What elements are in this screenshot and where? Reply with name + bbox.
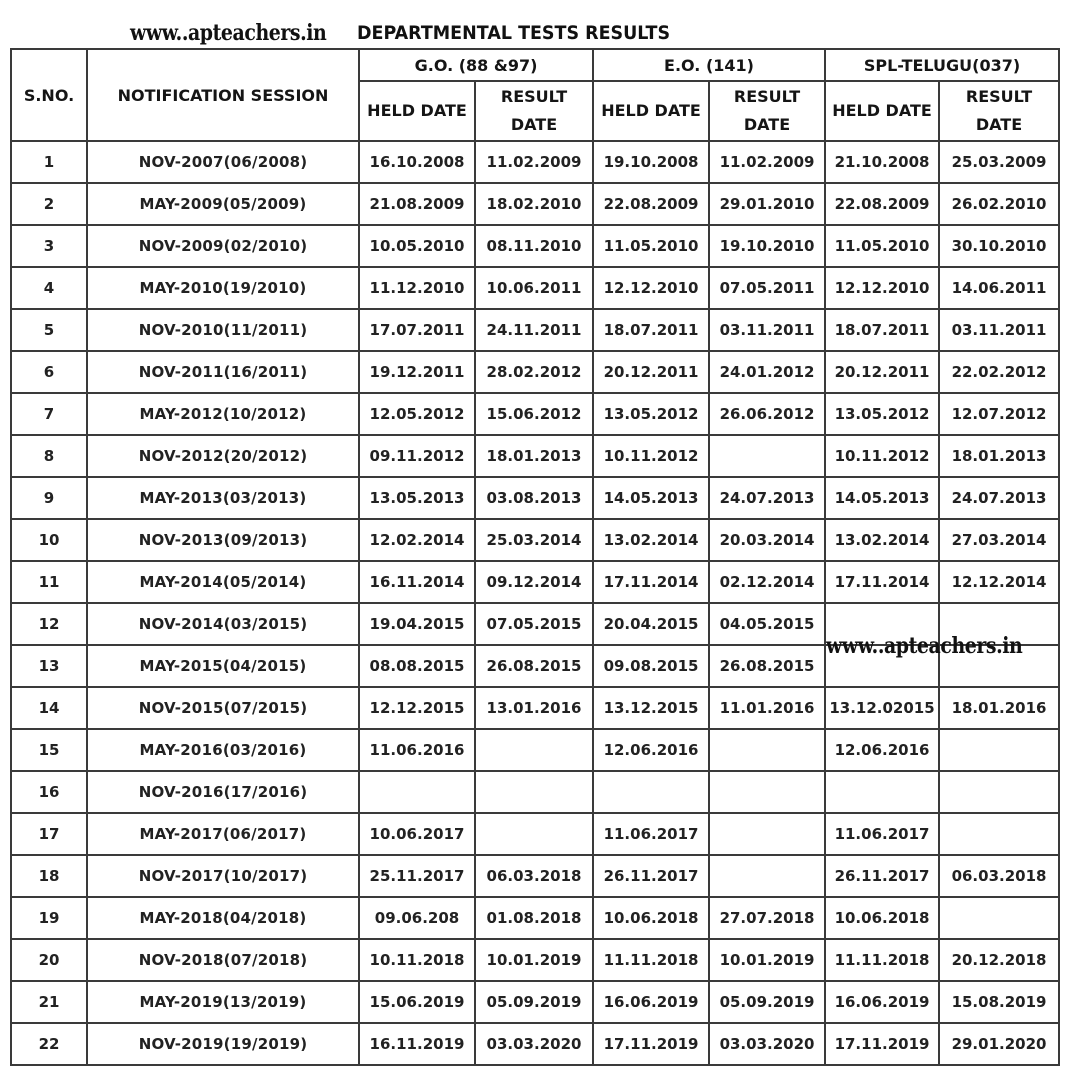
go-held-date: 09.11.2012 (359, 435, 475, 477)
table-row (11, 225, 1059, 267)
eo-held-date: 12.12.2010 (593, 267, 709, 309)
eo-result-date: 11.01.2016 (709, 687, 825, 729)
sno-cell: 14 (11, 687, 87, 729)
sno-cell: 15 (11, 729, 87, 771)
telugu-held-date: 18.07.2011 (825, 309, 939, 351)
go-result-date: 11.02.2009 (475, 141, 593, 183)
eo-result-date: 04.05.2015 (709, 603, 825, 645)
telugu-held-date: 10.06.2018 (825, 897, 939, 939)
sno-cell: 10 (11, 519, 87, 561)
go-held-date: 21.08.2009 (359, 183, 475, 225)
eo-result-date (709, 813, 825, 855)
telugu-held-date: 12.06.2016 (825, 729, 939, 771)
sno-cell: 20 (11, 939, 87, 981)
session-cell: MAY-2013(03/2013) (87, 477, 359, 519)
telugu-held-date: 11.11.2018 (825, 939, 939, 981)
telugu-held-date: 13.02.2014 (825, 519, 939, 561)
telugu-held-date: 17.11.2014 (825, 561, 939, 603)
table-row (11, 1023, 1059, 1065)
telugu-result-date: 14.06.2011 (939, 267, 1059, 309)
sno-cell: 9 (11, 477, 87, 519)
watermark-top: www..apteachers.in (130, 20, 327, 46)
col-header-sno: S.NO. (11, 49, 87, 141)
go-result-date: 03.03.2020 (475, 1023, 593, 1065)
result-label-line1: RESULT (500, 87, 568, 106)
go-result-date (475, 729, 593, 771)
eo-held-date: 20.12.2011 (593, 351, 709, 393)
telugu-held-date (825, 645, 939, 687)
telugu-held-date: 10.11.2012 (825, 435, 939, 477)
session-cell: NOV-2010(11/2011) (87, 309, 359, 351)
sno-cell: 13 (11, 645, 87, 687)
telugu-result-date (939, 771, 1059, 813)
col-header-go-held: HELD DATE (359, 81, 475, 141)
results-table (10, 48, 1060, 1066)
go-held-date: 16.11.2014 (359, 561, 475, 603)
telugu-result-date: 12.12.2014 (939, 561, 1059, 603)
table-row (11, 351, 1059, 393)
result-label-line2: DATE (975, 115, 1023, 134)
telugu-result-date: 25.03.2009 (939, 141, 1059, 183)
telugu-held-date: 12.12.2010 (825, 267, 939, 309)
go-held-date: 19.04.2015 (359, 603, 475, 645)
eo-held-date: 11.11.2018 (593, 939, 709, 981)
go-result-date: 07.05.2015 (475, 603, 593, 645)
telugu-held-date: 20.12.2011 (825, 351, 939, 393)
go-result-date: 10.01.2019 (475, 939, 593, 981)
session-cell: NOV-2007(06/2008) (87, 141, 359, 183)
go-held-date: 09.06.208 (359, 897, 475, 939)
table-row (11, 141, 1059, 183)
group-header-eo: E.O. (141) (593, 49, 825, 81)
table-row (11, 477, 1059, 519)
session-cell: MAY-2018(04/2018) (87, 897, 359, 939)
telugu-result-date: 06.03.2018 (939, 855, 1059, 897)
telugu-held-date: 22.08.2009 (825, 183, 939, 225)
sno-cell: 2 (11, 183, 87, 225)
eo-held-date: 17.11.2014 (593, 561, 709, 603)
sno-cell: 1 (11, 141, 87, 183)
eo-result-date: 26.06.2012 (709, 393, 825, 435)
go-held-date (359, 771, 475, 813)
telugu-held-date: 26.11.2017 (825, 855, 939, 897)
go-result-date: 06.03.2018 (475, 855, 593, 897)
go-result-date: 10.06.2011 (475, 267, 593, 309)
col-header-go-result (475, 81, 593, 141)
table-body (11, 141, 1059, 1065)
go-held-date: 11.06.2016 (359, 729, 475, 771)
col-header-telugu-held: HELD DATE (825, 81, 939, 141)
go-held-date: 15.06.2019 (359, 981, 475, 1023)
result-label-line1: RESULT (733, 87, 801, 106)
col-header-eo-held: HELD DATE (593, 81, 709, 141)
eo-held-date: 10.06.2018 (593, 897, 709, 939)
sno-cell: 3 (11, 225, 87, 267)
result-label-line1: RESULT (965, 87, 1033, 106)
page-title: DEPARTMENTAL TESTS RESULTS (357, 22, 671, 44)
session-cell: NOV-2009(02/2010) (87, 225, 359, 267)
eo-held-date: 13.02.2014 (593, 519, 709, 561)
sno-cell: 6 (11, 351, 87, 393)
telugu-result-date: 12.07.2012 (939, 393, 1059, 435)
eo-result-date: 26.08.2015 (709, 645, 825, 687)
sno-cell: 17 (11, 813, 87, 855)
go-held-date: 16.10.2008 (359, 141, 475, 183)
eo-result-date: 11.02.2009 (709, 141, 825, 183)
session-cell: MAY-2019(13/2019) (87, 981, 359, 1023)
session-cell: MAY-2009(05/2009) (87, 183, 359, 225)
session-cell: MAY-2012(10/2012) (87, 393, 359, 435)
go-result-date: 26.08.2015 (475, 645, 593, 687)
eo-held-date: 09.08.2015 (593, 645, 709, 687)
telugu-result-date: 03.11.2011 (939, 309, 1059, 351)
telugu-result-date: 18.01.2013 (939, 435, 1059, 477)
telugu-result-date (939, 603, 1059, 645)
eo-held-date: 20.04.2015 (593, 603, 709, 645)
telugu-result-date: 22.02.2012 (939, 351, 1059, 393)
telugu-result-date (939, 897, 1059, 939)
telugu-result-date: 30.10.2010 (939, 225, 1059, 267)
telugu-held-date: 21.10.2008 (825, 141, 939, 183)
go-held-date: 25.11.2017 (359, 855, 475, 897)
table-row (11, 183, 1059, 225)
go-held-date: 10.05.2010 (359, 225, 475, 267)
session-cell: NOV-2011(16/2011) (87, 351, 359, 393)
sno-cell: 16 (11, 771, 87, 813)
session-cell: MAY-2014(05/2014) (87, 561, 359, 603)
telugu-held-date: 13.12.02015 (825, 687, 939, 729)
go-result-date: 08.11.2010 (475, 225, 593, 267)
session-cell: MAY-2010(19/2010) (87, 267, 359, 309)
session-cell: NOV-2012(20/2012) (87, 435, 359, 477)
eo-result-date: 10.01.2019 (709, 939, 825, 981)
go-result-date: 13.01.2016 (475, 687, 593, 729)
session-cell: MAY-2017(06/2017) (87, 813, 359, 855)
eo-result-date: 03.03.2020 (709, 1023, 825, 1065)
table-row (11, 645, 1059, 687)
table-row (11, 561, 1059, 603)
go-result-date: 05.09.2019 (475, 981, 593, 1023)
table-row (11, 435, 1059, 477)
session-cell: NOV-2017(10/2017) (87, 855, 359, 897)
eo-held-date: 17.11.2019 (593, 1023, 709, 1065)
telugu-held-date: 14.05.2013 (825, 477, 939, 519)
eo-result-date (709, 771, 825, 813)
eo-result-date: 07.05.2011 (709, 267, 825, 309)
telugu-result-date: 29.01.2020 (939, 1023, 1059, 1065)
col-header-eo-result (709, 81, 825, 141)
table-row (11, 771, 1059, 813)
session-cell: NOV-2015(07/2015) (87, 687, 359, 729)
sno-cell: 21 (11, 981, 87, 1023)
go-result-date: 15.06.2012 (475, 393, 593, 435)
go-result-date: 03.08.2013 (475, 477, 593, 519)
telugu-result-date: 18.01.2016 (939, 687, 1059, 729)
go-held-date: 13.05.2013 (359, 477, 475, 519)
eo-held-date: 12.06.2016 (593, 729, 709, 771)
telugu-result-date (939, 813, 1059, 855)
go-result-date: 28.02.2012 (475, 351, 593, 393)
session-cell: NOV-2019(19/2019) (87, 1023, 359, 1065)
eo-result-date: 05.09.2019 (709, 981, 825, 1023)
go-held-date: 19.12.2011 (359, 351, 475, 393)
eo-held-date: 11.06.2017 (593, 813, 709, 855)
telugu-result-date (939, 645, 1059, 687)
eo-held-date: 14.05.2013 (593, 477, 709, 519)
go-result-date: 09.12.2014 (475, 561, 593, 603)
telugu-held-date (825, 771, 939, 813)
sno-cell: 18 (11, 855, 87, 897)
eo-result-date: 19.10.2010 (709, 225, 825, 267)
go-result-date (475, 771, 593, 813)
go-held-date: 17.07.2011 (359, 309, 475, 351)
go-result-date: 18.01.2013 (475, 435, 593, 477)
session-cell: NOV-2018(07/2018) (87, 939, 359, 981)
telugu-result-date (939, 729, 1059, 771)
table-row (11, 393, 1059, 435)
sno-cell: 7 (11, 393, 87, 435)
eo-result-date (709, 435, 825, 477)
eo-held-date: 22.08.2009 (593, 183, 709, 225)
table-row (11, 813, 1059, 855)
eo-result-date: 24.07.2013 (709, 477, 825, 519)
result-label-line2: DATE (743, 115, 791, 134)
telugu-result-date: 26.02.2010 (939, 183, 1059, 225)
eo-held-date (593, 771, 709, 813)
session-cell: MAY-2016(03/2016) (87, 729, 359, 771)
header-row-groups (11, 49, 1059, 81)
eo-held-date: 16.06.2019 (593, 981, 709, 1023)
sno-cell: 5 (11, 309, 87, 351)
table-row (11, 687, 1059, 729)
go-held-date: 10.11.2018 (359, 939, 475, 981)
go-held-date: 12.12.2015 (359, 687, 475, 729)
table-row (11, 267, 1059, 309)
telugu-held-date (825, 603, 939, 645)
go-result-date (475, 813, 593, 855)
group-header-go: G.O. (88 &97) (359, 49, 593, 81)
eo-result-date: 29.01.2010 (709, 183, 825, 225)
eo-held-date: 10.11.2012 (593, 435, 709, 477)
table-row (11, 855, 1059, 897)
telugu-result-date: 27.03.2014 (939, 519, 1059, 561)
sno-cell: 22 (11, 1023, 87, 1065)
eo-held-date: 13.12.2015 (593, 687, 709, 729)
go-result-date: 25.03.2014 (475, 519, 593, 561)
eo-held-date: 26.11.2017 (593, 855, 709, 897)
go-held-date: 12.05.2012 (359, 393, 475, 435)
eo-held-date: 13.05.2012 (593, 393, 709, 435)
eo-result-date: 20.03.2014 (709, 519, 825, 561)
telugu-result-date: 24.07.2013 (939, 477, 1059, 519)
sno-cell: 4 (11, 267, 87, 309)
eo-result-date (709, 855, 825, 897)
eo-held-date: 19.10.2008 (593, 141, 709, 183)
go-held-date: 16.11.2019 (359, 1023, 475, 1065)
go-result-date: 18.02.2010 (475, 183, 593, 225)
eo-result-date: 02.12.2014 (709, 561, 825, 603)
telugu-held-date: 11.06.2017 (825, 813, 939, 855)
sno-cell: 8 (11, 435, 87, 477)
result-label-line2: DATE (510, 115, 558, 134)
table-row (11, 729, 1059, 771)
go-result-date: 24.11.2011 (475, 309, 593, 351)
go-result-date: 01.08.2018 (475, 897, 593, 939)
watermark-overlay: www..apteachers.in (826, 633, 1023, 659)
table-row (11, 519, 1059, 561)
telugu-held-date: 11.05.2010 (825, 225, 939, 267)
col-header-telugu-result (939, 81, 1059, 141)
telugu-result-date: 20.12.2018 (939, 939, 1059, 981)
eo-held-date: 18.07.2011 (593, 309, 709, 351)
telugu-result-date: 15.08.2019 (939, 981, 1059, 1023)
table-row (11, 939, 1059, 981)
sno-cell: 19 (11, 897, 87, 939)
go-held-date: 11.12.2010 (359, 267, 475, 309)
col-header-session: NOTIFICATION SESSION (87, 49, 359, 141)
eo-held-date: 11.05.2010 (593, 225, 709, 267)
go-held-date: 10.06.2017 (359, 813, 475, 855)
sno-cell: 11 (11, 561, 87, 603)
eo-result-date: 27.07.2018 (709, 897, 825, 939)
go-held-date: 08.08.2015 (359, 645, 475, 687)
session-cell: NOV-2014(03/2015) (87, 603, 359, 645)
eo-result-date (709, 729, 825, 771)
eo-result-date: 24.01.2012 (709, 351, 825, 393)
telugu-held-date: 13.05.2012 (825, 393, 939, 435)
go-held-date: 12.02.2014 (359, 519, 475, 561)
session-cell: NOV-2013(09/2013) (87, 519, 359, 561)
session-cell: MAY-2015(04/2015) (87, 645, 359, 687)
eo-result-date: 03.11.2011 (709, 309, 825, 351)
telugu-held-date: 17.11.2019 (825, 1023, 939, 1065)
sno-cell: 12 (11, 603, 87, 645)
session-cell: NOV-2016(17/2016) (87, 771, 359, 813)
table-row (11, 603, 1059, 645)
table-row (11, 309, 1059, 351)
telugu-held-date: 16.06.2019 (825, 981, 939, 1023)
table-row (11, 981, 1059, 1023)
group-header-telugu: SPL-TELUGU(037) (825, 49, 1059, 81)
table-row (11, 897, 1059, 939)
